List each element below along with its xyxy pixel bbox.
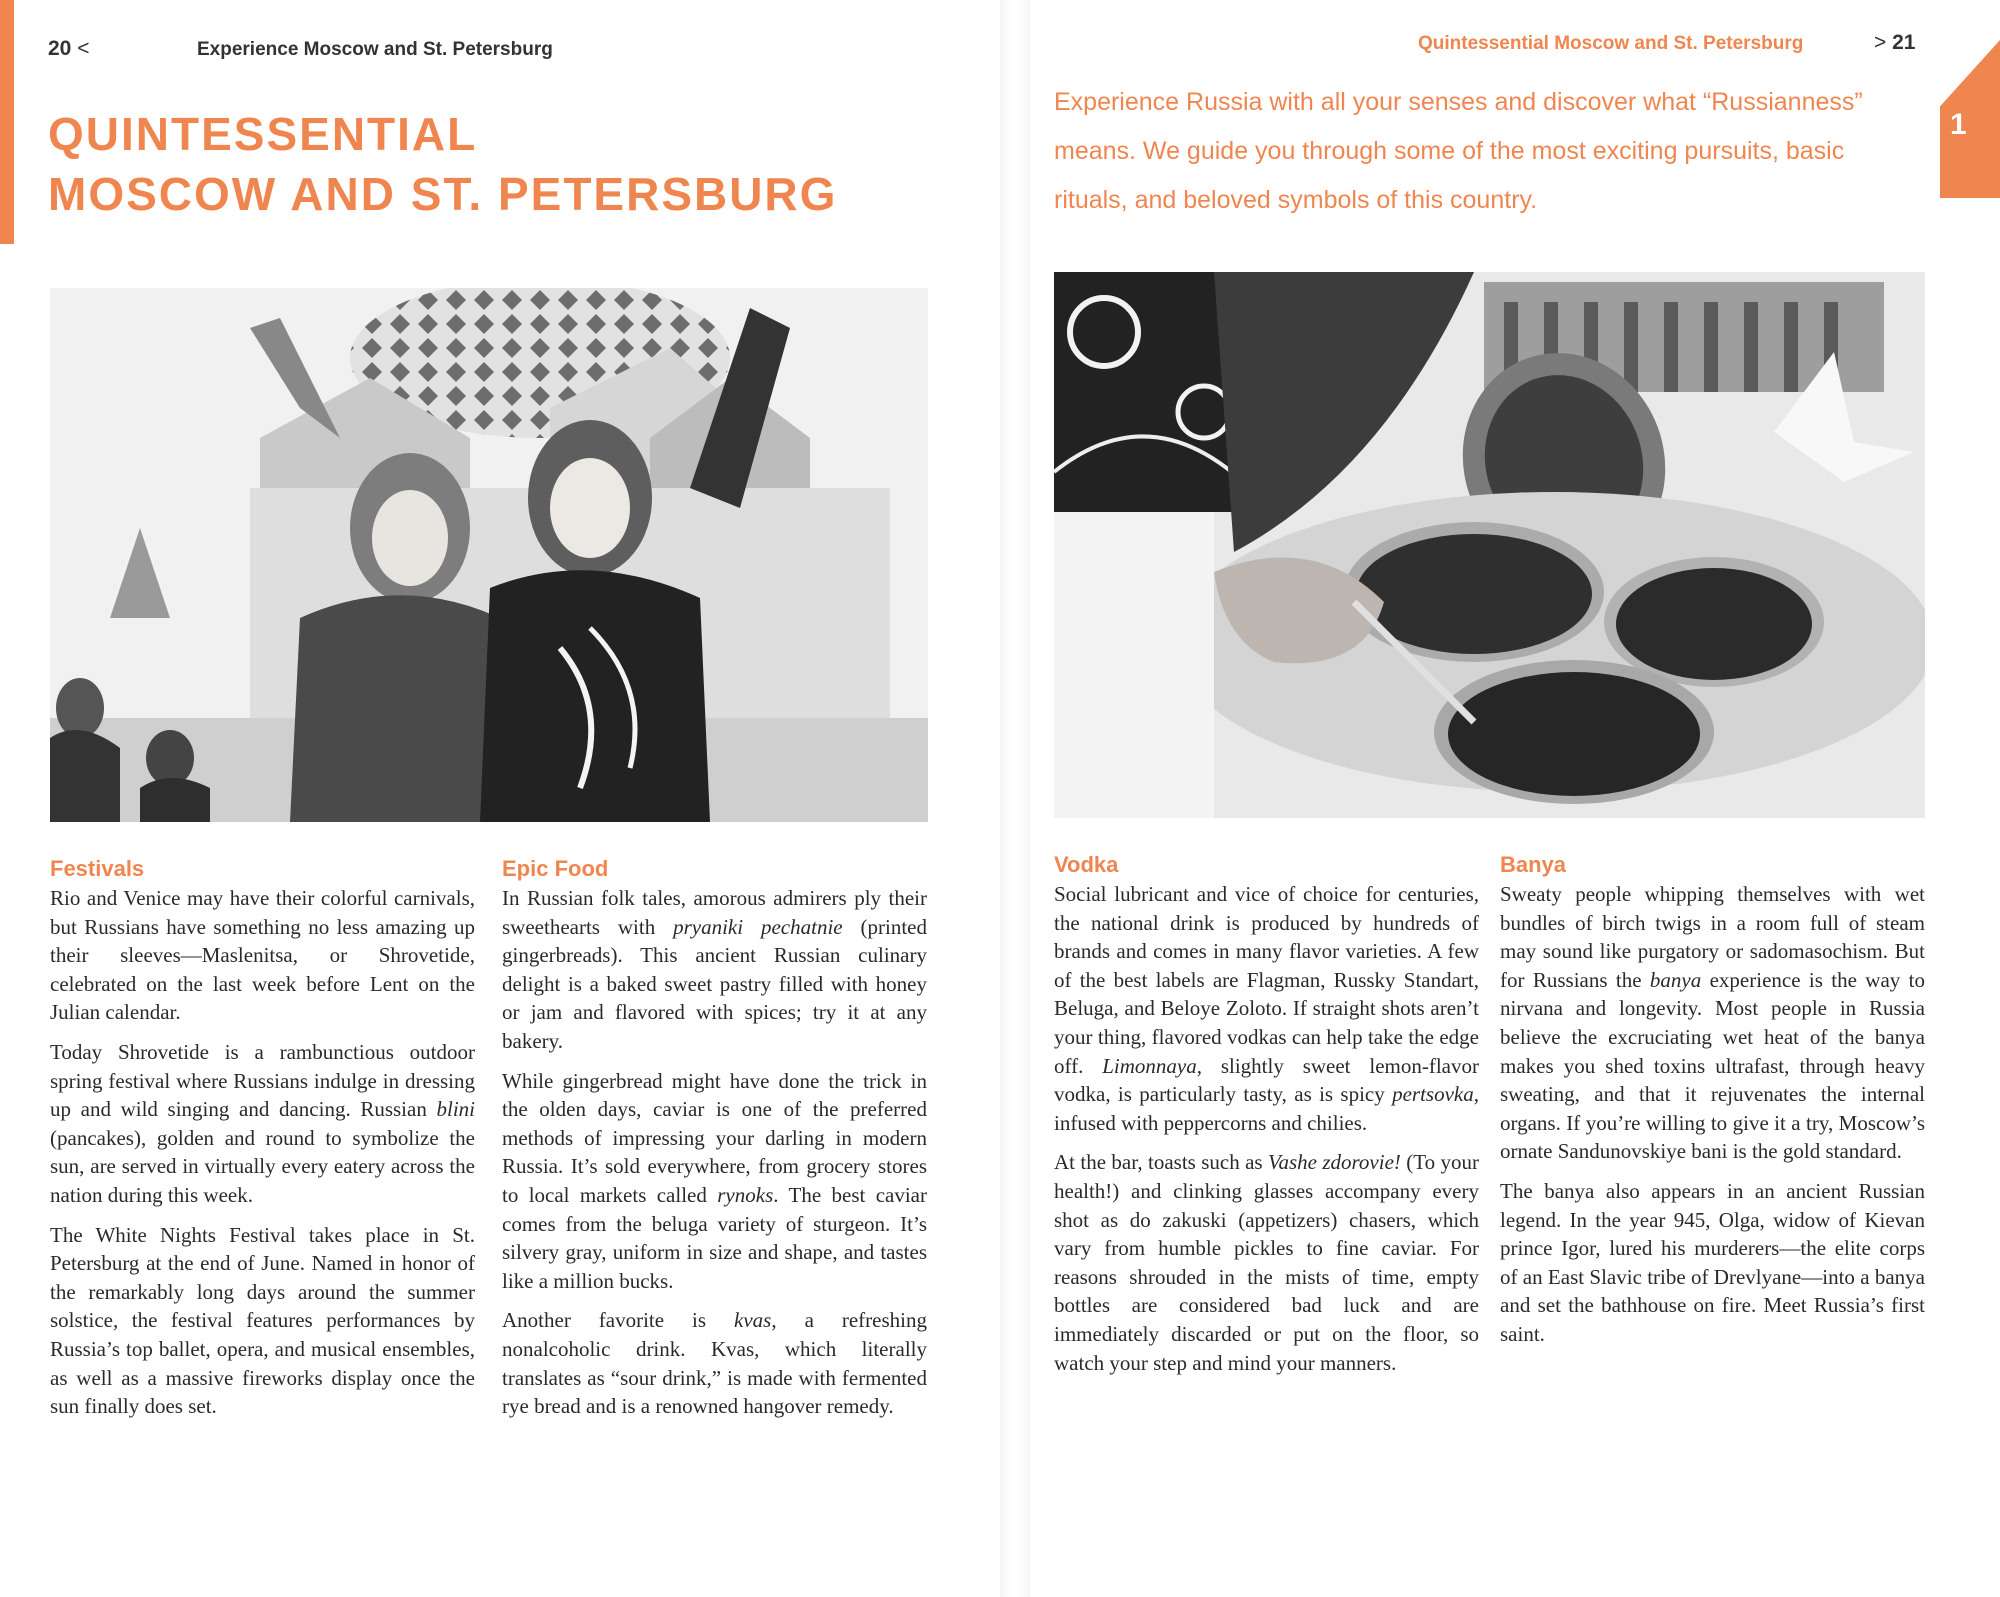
paragraph: The banya also appears in an ancient Russian legend. In the year 945, Olga, widow of Kievan prince Igor, lured his murderers—the elite corps of an East Slavic tribe of Drevlyane—into a banya and set the bathhouse on fire. Meet Russia’s first saint.	[1500, 1178, 1925, 1346]
section-epic-food	[502, 856, 927, 1432]
festival-photo-image	[50, 288, 928, 822]
section-heading: Epic Food	[502, 856, 609, 881]
intro-text: Experience Russia with all your senses and discover what “Russianness” means. We guide you through some of the most exciting pursuits, basic rituals, and beloved symbols of this country.	[1054, 88, 1863, 214]
left-folio: 20 <	[48, 37, 90, 60]
paragraph: The White Nights Festival takes place in St. Petersburg at the end of June. Named in honor of the remarkably long days around the summer solstice, the festival features performances by Russia’s top ballet, opera, and musical ensembles, as well as a massive fireworks display once the sun finally does set.	[50, 1222, 475, 1419]
section-festivals	[50, 856, 475, 1432]
book-gutter	[1000, 0, 1030, 1597]
paragraph: Another favorite is kvas, a refreshing nonalcoholic drink. Kvas, which literally translates as “sour drink,” is made with fermented rye bread and is a renowned hangover remedy.	[502, 1308, 927, 1419]
chapter-tab-number: 1	[1950, 108, 1967, 141]
paragraph: In Russian folk tales, amorous admirers ply their sweethearts with pryaniki pechatnie (printed gingerbreads). This ancient Russian culinary delight is a baked sweet pastry filled with honey or jam and flavored with spices; try it at any bakery.	[502, 886, 927, 1053]
paragraph: At the bar, toasts such as Vashe zdorovie! (To your health!) and clinking glasses accompany every shot as do zakuski (appetizers) chasers, which vary from humble pickles to fine caviar. For reasons shrouded in the mists of time, empty bottles are considered bad luck and are immediately discarded or put on the floor, so watch your step and mind your manners.	[1054, 1150, 1480, 1375]
paragraph: Today Shrovetide is a rambunctious outdoor spring festival where Russians indulge in dressing up and wild singing and dancing. Russian blini (pancakes), golden and round to symbolize the sun, are served in virtually every eatery across the nation during this week.	[50, 1039, 475, 1207]
right-running-head: Quintessential Moscow and St. Petersburg	[1418, 33, 1804, 54]
right-folio: > 21	[1874, 31, 1916, 54]
paragraph: While gingerbread might have done the trick in the olden days, caviar is one of the preferred methods of impressing your darling in modern Russia. It’s sold everywhere, from grocery stores to local markets called rynoks. The best caviar comes from the beluga variety of sturgeon. It’s silvery gray, uniform in size and shape, and tastes like a million bucks.	[502, 1068, 927, 1293]
section-vodka	[1054, 852, 1479, 1388]
page-edge-marker	[0, 0, 14, 244]
page-title: QUINTESSENTIAL MOSCOW AND ST. PETERSBURG	[48, 108, 838, 220]
section-banya	[1500, 852, 1925, 1360]
caviar-photo-image	[1054, 272, 1925, 818]
section-heading: Banya	[1500, 852, 1567, 877]
section-heading: Vodka	[1054, 852, 1119, 877]
left-running-head: Experience Moscow and St. Petersburg	[197, 39, 553, 60]
paragraph: Rio and Venice may have their colorful carnivals, but Russians have something no less amazing up their sleeves—Maslenitsa, or Shrovetide, celebrated on the last week before Lent on the Julian calendar.	[50, 886, 475, 1025]
section-heading: Festivals	[50, 856, 145, 881]
paragraph: Sweaty people whipping themselves with wet bundles of birch twigs in a room full of steam may sound like purgatory or sadomasochism. But for Russians the banya experience is the way to nirvana and longevity. Most people in Russia believe the excruciating wet heat of the banya makes you shed toxins ultrafast, through heavy sweating, and that it rejuvenates the internal organs. If you’re willing to give it a try, Moscow’s ornate Sandunovskiye bani is the gold standard.	[1500, 882, 1925, 1164]
festival-photo	[50, 288, 928, 822]
paragraph: Social lubricant and vice of choice for centuries, the national drink is produced by hundreds of brands and comes in many flavor varieties. A few of the best labels are Flagman, Russky Standart, Beluga, and Beloye Zoloto. If straight shots aren’t your thing, flavored vodkas can help take the edge off. Limonnaya, slightly sweet lemon-flavor vodka, is particularly tasty, as is spicy pertsovka, infused with peppercorns and chilies.	[1054, 882, 1479, 1135]
caviar-photo	[1054, 272, 1925, 818]
